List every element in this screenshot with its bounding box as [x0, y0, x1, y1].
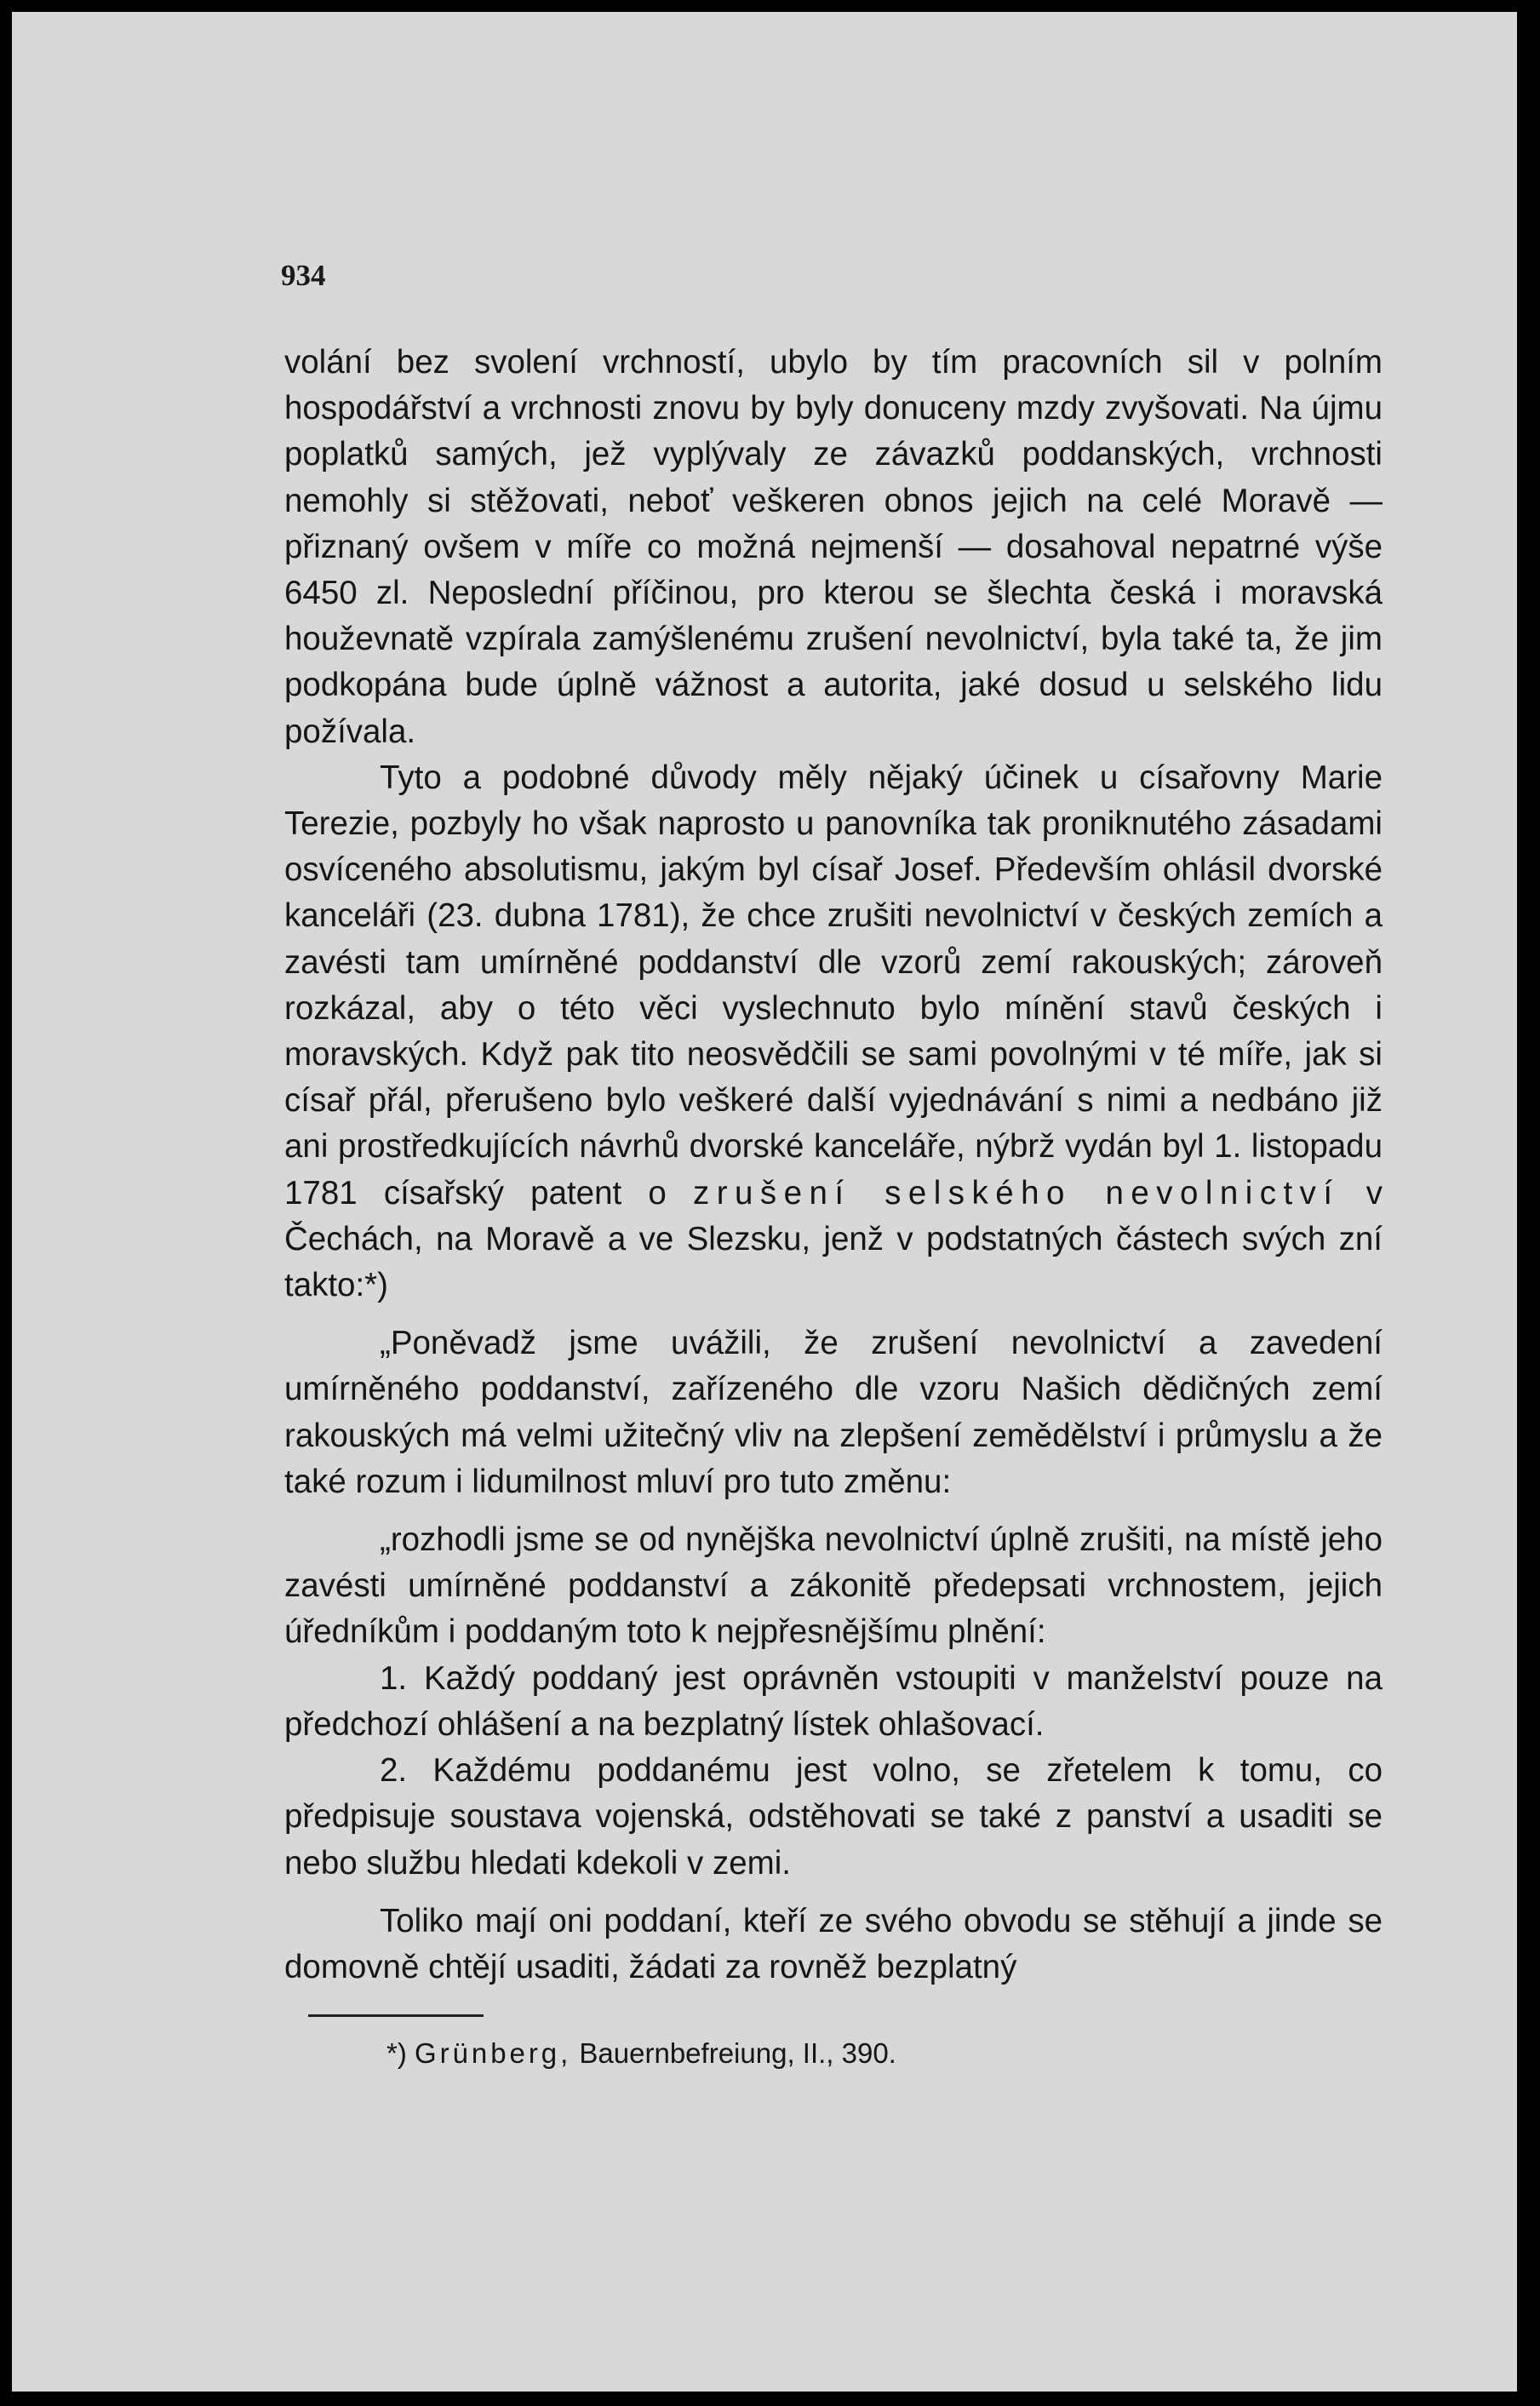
book-page: [12, 12, 1517, 2392]
paragraph-2-end: v Čechách, na Moravě a ve Slezsku, jenž v podstatných částech svých zní takto:*): [284, 1174, 1383, 1304]
paragraph-2: [284, 755, 1383, 1309]
footnote-author: Grünberg,: [415, 2037, 572, 2069]
footnote-divider: [308, 2014, 484, 2017]
body-text: [284, 340, 1383, 1991]
quote-paragraph-2: „rozhodli jsme se od nynějška nevolnictví úplně zrušiti, na místě jeho zavésti umírněné poddanství a zákonitě předepsati vrchnostem, jejich úředníkům i poddaným toto k nejpřesnějšímu plnění:: [284, 1521, 1383, 1651]
quote-paragraph-1: „Poněvadž jsme uvážili, že zrušení nevolnictví a zavedení umírněného poddanství, zařízeného dle vzoru Našich dědičných zemí rakouských má velmi užitečný vliv na zlepšení zemědělství i průmyslu a že také rozum i lidumilnost mluví pro tuto změnu:: [284, 1325, 1383, 1500]
footnote-marker: *): [386, 2037, 407, 2069]
paragraph-last: Toliko mají oni poddaní, kteří ze svého obvodu se stěhují a jinde se domovně chtějí usaditi, žádati za rovněž bezplatný: [284, 1902, 1383, 1985]
paragraph-1: volání bez svolení vrchností, ubylo by tím pracovních sil v polním hospodářství a vrchnosti znovu by byly donuceny mzdy zvyšovati. Na újmu poplatků samých, jež vyplývaly ze závazků poddanských, vrchnosti nemohly si stěžovati, neboť veškeren obnos jejich na celé Moravě — přiznaný ovšem v míře co možná nejmenší — dosahoval nepatrné výše 6450 zl. Neposlední příčinou, pro kterou se šlechta česká i moravská houževnatě vzpírala zamýšlenému zrušení nevolnictví, byla také ta, že jim podkopána bude úplně vážnost a autorita, jaké dosud u selského lidu požívala.: [284, 344, 1383, 750]
list-item-1: 1. Každý poddaný jest oprávněn vstoupiti v manželství pouze na předchozí ohlášení a na bezplatný lístek ohlašovací.: [284, 1659, 1383, 1743]
footnote-source: Bauernbefreiung, II., 390.: [579, 2037, 896, 2069]
footnote: [386, 2035, 896, 2072]
list-item-2: 2. Každému poddanému jest volno, se zřetelem k tomu, co předpisuje soustava vojenská, odstěhovati se také z panství a usaditi se nebo službu hledati kdekoli v zemi.: [284, 1752, 1383, 1882]
paragraph-2-text: Tyto a podobné důvody měly nějaký účinek u císařovny Marie Terezie, pozbyly ho však naprosto u panovníka tak proniknutého zásadami osvíceného absolutismu, jakým byl císař Josef. Především ohlásil dvorské kanceláři (23. dubna 1781), že chce zrušiti nevolnictví v českých zemích a zavésti tam umírněné poddanství dle vzorů zemí rakouských; zároveň rozkázal, aby o této věci vyslechnuto bylo mínění stavů českých i moravských. Když pak tito neosvědčili se sami povolnými v té míře, jak si císař přál, přerušeno bylo veškeré další vyjednávání s nimi a nedbáno již ani prostředkujících návrhů dvorské kanceláře, nýbrž vydán byl 1. listopadu 1781 císařský patent o: [284, 759, 1383, 1212]
emphasized-phrase: zrušení selského nevolnictví: [692, 1174, 1340, 1212]
page-number: 934: [281, 259, 326, 292]
